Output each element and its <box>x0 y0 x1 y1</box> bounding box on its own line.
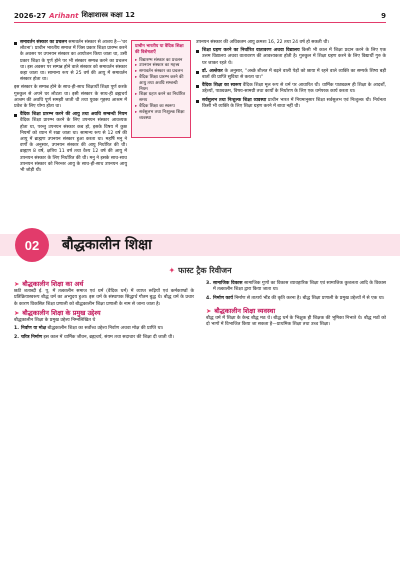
paragraph <box>202 48 386 67</box>
bold-lead: चरित्र निर्माण <box>20 335 43 341</box>
bullet-paragraph <box>14 85 127 112</box>
bullet-paragraph <box>196 69 386 83</box>
bold-lead: डॉ. अल्तेकर <box>202 68 223 74</box>
bullet-paragraph <box>14 40 127 85</box>
paragraph <box>202 69 386 81</box>
infobox-item-text: ▸ शिक्षा ग्रहण करने का निर्धारित समय <box>139 92 186 104</box>
infobox-item-text: ▸ विद्यारम्भ संस्कार का प्रचलन <box>139 57 183 63</box>
bullet-paragraph <box>196 98 386 112</box>
paragraph-text: उपनयन संस्कार की अधिकतम आयु क्रमशः 16, 22 तथा 24 वर्ष हो सकती थी। <box>196 40 330 45</box>
numbered-item <box>206 296 386 304</box>
paragraph <box>21 335 174 341</box>
bullet-square <box>196 85 199 88</box>
lower-left-column <box>14 281 194 345</box>
paragraph-text: वैदिक शिक्षा मूल रूप से धर्म पर आधारित थी। धार्मिक पाठ्यक्रम ही शिक्षा के आदर्शों, उद्देश्यों, पाठ्यक्रम, विषय-सामग्री तथा कार्यों के निर्धारण के लिए एक धर्मपरक कार्य करता था। <box>202 83 386 95</box>
item-number: 2. <box>14 335 19 341</box>
pointer-icon: ➤ <box>14 308 20 317</box>
chapter-band <box>0 226 400 262</box>
lower-right-column <box>206 281 386 330</box>
infobox-item <box>135 75 187 92</box>
infobox-item-text: ▸ सर्वसुलभ तथा निःशुल्क शिक्षा व्यवस्था <box>139 109 185 121</box>
item-number: 3. <box>206 281 211 286</box>
paragraph-text: इस संस्कार के सम्पन्न होने के साथ-ही-साथ शिक्षार्थी शिक्षा पूर्ण करके गुरुकुल से अपने घर लौटता था। इसी संस्कार के साथ-ही ब्रह्मचर्य आश्रम की अवधि पूर्ण समझी जाती थी तथा युवक गृहस्थ आश्रम में प्रवेश के लिए योग्य होता था। <box>14 85 127 110</box>
item-number: 1. <box>14 326 19 332</box>
bold-lead: समावर्तन संस्कार का प्रचलन <box>20 40 67 45</box>
bold-lead: निर्माण कार्य <box>212 296 233 302</box>
bullet-square <box>14 42 17 45</box>
section-heading: ➤ बौद्धकालीन शिक्षा व्यवस्था <box>206 306 276 315</box>
paragraph-text: किसी भी काल में शिक्षा प्रदान करने के लिए एक उत्तम विद्यालय अथवा वातावरण की आवश्यकता होती है। गुरुकुल में शिक्षा ग्रहण करने के लिए विद्यार्थी गुरु के घर जाकर रहते थे। <box>202 48 386 66</box>
subject-title: शिक्षाशास्त्र कक्षा 12 <box>81 11 135 19</box>
bullet-square <box>14 114 17 117</box>
fast-track-heading <box>0 265 400 276</box>
chapter-title: बौद्धकालीन शिक्षा <box>62 237 152 253</box>
paragraph-text: समावर्तन संस्कार से आशय है—'घर लौटना'। प्राचीन भारतीय समाज में जिस प्रकार शिक्षा प्रारम्भ करने के अवसर पर उपनयन संस्कार का आयोजन किया जाता था, उसी प्रकार शिक्षा के पूर्ण होने पर भी संस्कार सम्पन्न करने का प्रचलन था। इस अवसर पर सम्पन्न होने वाले संस्कार को समावर्तन संस्कार कहा जाता था। सामान्य रूप से 25 वर्ष की आयु में समावर्तन संस्कार होता था। <box>20 40 128 83</box>
bullet-paragraph <box>196 83 386 97</box>
chapter-number: 02 <box>15 228 49 262</box>
numbered-item <box>14 335 194 343</box>
item-number: 4. <box>206 296 211 302</box>
infobox-item-text: ▸ वैदिक शिक्षा का स्वरूप <box>139 103 175 109</box>
bullet-paragraph <box>196 48 386 69</box>
bold-lead: वैदिक शिक्षा का स्वरूप <box>202 83 242 89</box>
paragraph <box>202 83 386 95</box>
paragraph <box>202 98 386 110</box>
paragraph <box>213 296 385 302</box>
section-heading: ➤ बौद्धकालीन शिक्षा के प्रमुख उद्देश्य <box>14 308 101 317</box>
infobox-item-text: ▸ समावर्तन संस्कार का प्रचलन <box>139 69 183 75</box>
paragraph <box>21 326 163 332</box>
features-infobox <box>131 40 191 138</box>
paragraph: बौद्धकालीन शिक्षा के प्रमुख उद्देश्य निम्नलिखित थे <box>14 318 96 324</box>
numbered-item <box>14 326 194 334</box>
brand-logo: Arihant <box>49 11 79 20</box>
paragraph-text: बौद्धकालीन शिक्षा का सर्वोच्च उद्देश्य निर्वाण अथवा मोक्ष की प्राप्ति था। <box>46 326 164 332</box>
bullet-square <box>196 100 199 103</box>
paragraph-text: वैदिक शिक्षा प्रारम्भ करने के लिए उपनयन संस्कार आवश्यक होता था, परन्तु उपनयन संस्कार कब हो, इसके विषय में कुछ नियमों को ध्यान में रखा जाता था। सामान्य रूप से 12 वर्ष की आयु में ब्राह्मण उपनयन संस्कार हुआ करता था। महर्षि मनु ने वर्णों के अनुसार, उपनयन संस्कार की आयु निर्धारित की थी। ब्राह्मण 8 वर्ष, क्षत्रिय 11 वर्ष तथा वैश्य 12 वर्ष की आयु में उपनयन संस्कार के लिए निर्धारित की थी। मनु ने इसके साथ-साथ उपनयन संस्कार को निरन्तर आयु के साथ-ही-साथ उपनयन आयु भी जोड़ी थी। <box>20 118 127 174</box>
bullet-square <box>196 50 199 53</box>
bold-lead: निर्वाण या मोक्ष <box>20 326 47 332</box>
paragraph-text: निर्माण से तात्पर्य भौंड की कृति करना है। बौद्ध शिक्षा प्रणाली के प्रमुख उद्देश्यों में से एक था। <box>232 296 385 302</box>
paragraph-text: के अनुसार, "अच्छे शीलत में बढ़ने वाली पेड़ों को छाया में रहने वाले व्यक्ति का सम्पर्क शिष्य बड़ी बातों की प्राप्ति सुविधा से करता था।" <box>202 68 387 81</box>
chapter-stripe <box>0 234 400 256</box>
infobox-item <box>135 92 187 104</box>
infobox-title: प्राचीन भारतीय या वैदिक शिक्षा की विशेषताएँ <box>135 44 184 55</box>
section-heading: ➤ बौद्धकालीन शिक्षा का अर्थ <box>14 280 84 288</box>
bullet-paragraph <box>14 112 127 176</box>
paragraph-text: सामाजिक गुणों का विकास व्यावहारिक शिक्षा एवं सामाजिक कुशलता आदि के विकास में तत्कालीन शिक्षा द्वारा किया जाता था। <box>212 281 386 293</box>
infobox-item <box>135 110 187 122</box>
fast-track-label: फास्ट ट्रैक रिवीजन <box>178 266 232 275</box>
infobox-item-text: ▸ उपनयन संस्कार का महत्त्व <box>139 63 180 69</box>
paragraph-text: इस काल में धार्मिक जीवन, ब्रह्मचर्य, संयम तथा सदाचार की शिक्षा दी जाती थी। <box>42 335 174 341</box>
bold-lead: वैदिक शिक्षा प्रारम्भ करने की आयु तथा अवधि सम्बन्धी नियम <box>20 112 127 118</box>
paragraph <box>213 281 386 293</box>
upper-right-column <box>196 40 386 112</box>
paragraph <box>196 40 329 46</box>
paragraph <box>20 40 127 83</box>
edition-year: 2026-27 <box>14 11 47 20</box>
pointer-icon: ➤ <box>206 306 212 315</box>
bold-lead: सामाजिक विकास <box>212 281 243 286</box>
infobox-item-text: ▸ वैदिक शिक्षा प्रारम्भ करने की आयु तथा अवधि सम्बन्धी नियम <box>139 74 184 92</box>
bullet-square <box>196 71 199 74</box>
pointer-icon: ➤ <box>14 280 20 288</box>
bullet-paragraph <box>196 40 386 48</box>
paragraph: बौद्ध धर्म में शिक्षा के केन्द्र बौद्ध मठ थे। बौद्ध धर्म के भिक्षुक ही शिक्षक की भूमिका निभाते थे। बौद्ध मठों को दो भागों में विभाजित किया जा सकता है—प्राथमिक शिक्षा तथा उच्च शिक्षा। <box>206 315 386 328</box>
upper-left-column <box>14 40 127 176</box>
numbered-item <box>206 281 386 295</box>
paragraph: छठी शताब्दी ई. पू. में तत्कालीन समाज एवं धर्म (वैदिक धर्म) में व्याप्त रूढ़ियों एवं कर्मकाण्डों के प्रतिक्रियास्वरूप बौद्ध धर्म का अभ्युदय हुआ। इस धर्म के संस्थापक सिद्धार्थ गौतम बुद्ध थे। बौद्ध धर्म के प्रचार के कारण विकसित शिक्षा प्रणाली को बौद्धकालीन शिक्षा प्रणाली के नाम से जाना जाता है। <box>14 289 194 307</box>
page-header <box>14 9 386 23</box>
page-number: 9 <box>381 11 386 20</box>
bold-lead: शिक्षा ग्रहण करने का निर्धारित वातावरण अथवा विद्यालय <box>202 48 300 54</box>
paragraph <box>14 85 127 110</box>
paragraph <box>20 112 127 174</box>
paragraph-text: प्राचीन भारत में नियमानुसार शिक्षा सर्वसुलभ एवं निःशुल्क थी। निर्धनता किसी भी व्यक्ति के लिए शिक्षा ग्रहण करने में बाधा नहीं थी। <box>202 97 386 109</box>
bold-lead: सर्वसुलभ तथा निःशुल्क शिक्षा व्यवस्था <box>202 97 267 103</box>
sparkle-icon: ✦ <box>168 266 176 275</box>
